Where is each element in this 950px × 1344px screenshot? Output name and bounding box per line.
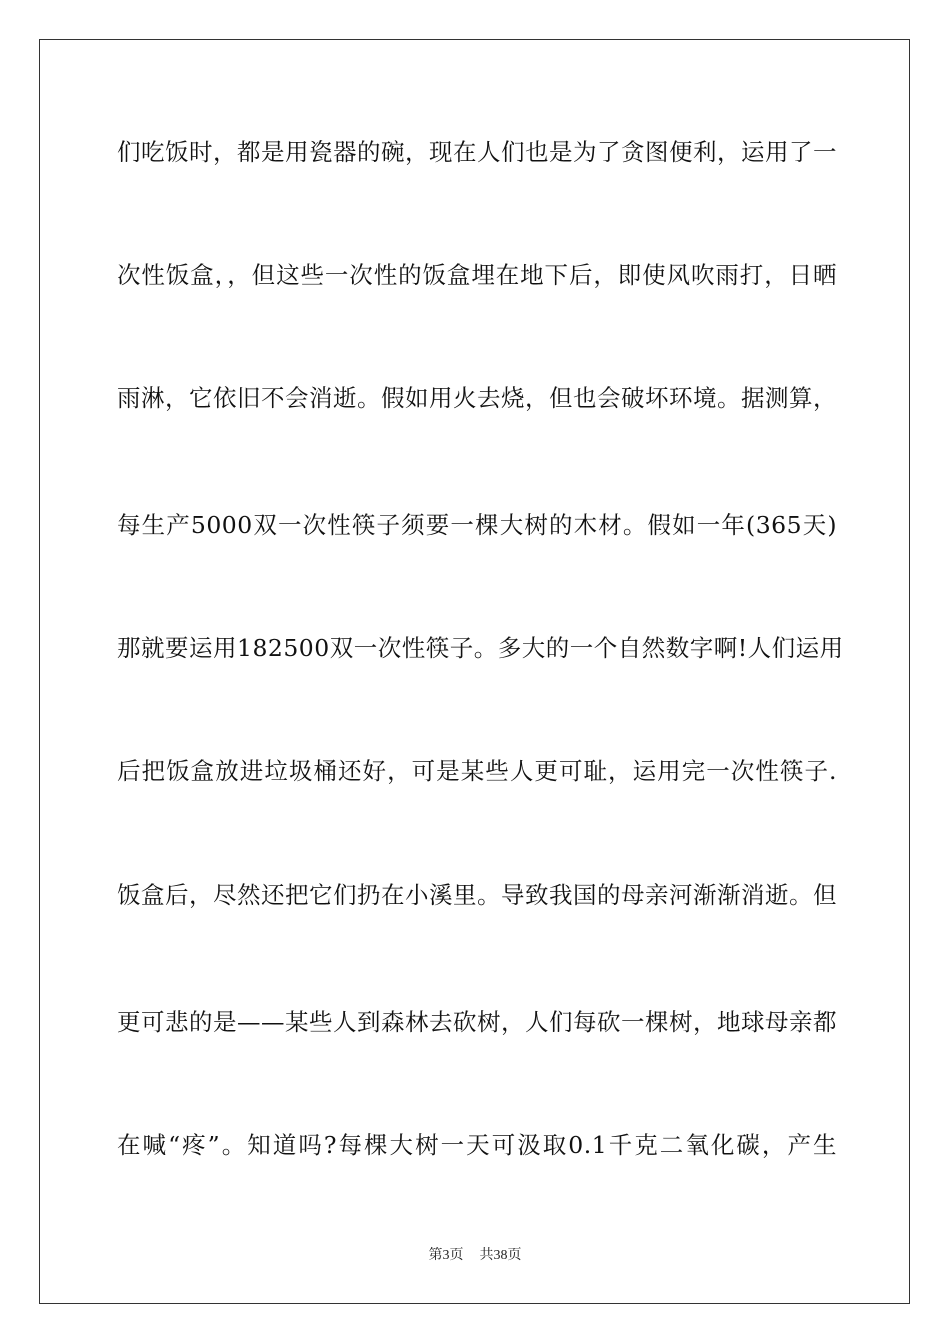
text-line: 们吃饭时，都是用瓷器的碗，现在人们也是为了贪图便利，运用了一 (117, 138, 837, 166)
text-line: 那就要运用182500双一次性筷子。多大的一个自然数字啊!人们运用 (117, 634, 844, 662)
page-number: 第3页 (428, 1248, 464, 1263)
page-border (39, 39, 910, 1304)
text-line: 饭盒后，尽然还把它们扔在小溪里。导致我国的母亲河渐渐消逝。但 (117, 881, 837, 909)
text-line: 雨淋，它依旧不会消逝。假如用火去烧，但也会破坏环境。据测算， (117, 384, 837, 412)
text-line: 在喊“疼”。知道吗?每棵大树一天可汲取0.1千克二氧化碳，产生 (117, 1131, 837, 1159)
page-total: 共38页 (479, 1248, 522, 1263)
text-line: 更可悲的是——某些人到森林去砍树，人们每砍一棵树，地球母亲都 (117, 1008, 837, 1036)
text-line: 次性饭盒，，但这些一次性的饭盒埋在地下后，即使风吹雨打，日晒 (117, 261, 837, 289)
text-line: 每生产5000双一次性筷子须要一棵大树的木材。假如一年(365天) (117, 511, 837, 539)
text-line: 后把饭盒放进垃圾桶还好，可是某些人更可耻，运用完一次性筷子. (117, 757, 837, 785)
page-footer (0, 1247, 950, 1265)
